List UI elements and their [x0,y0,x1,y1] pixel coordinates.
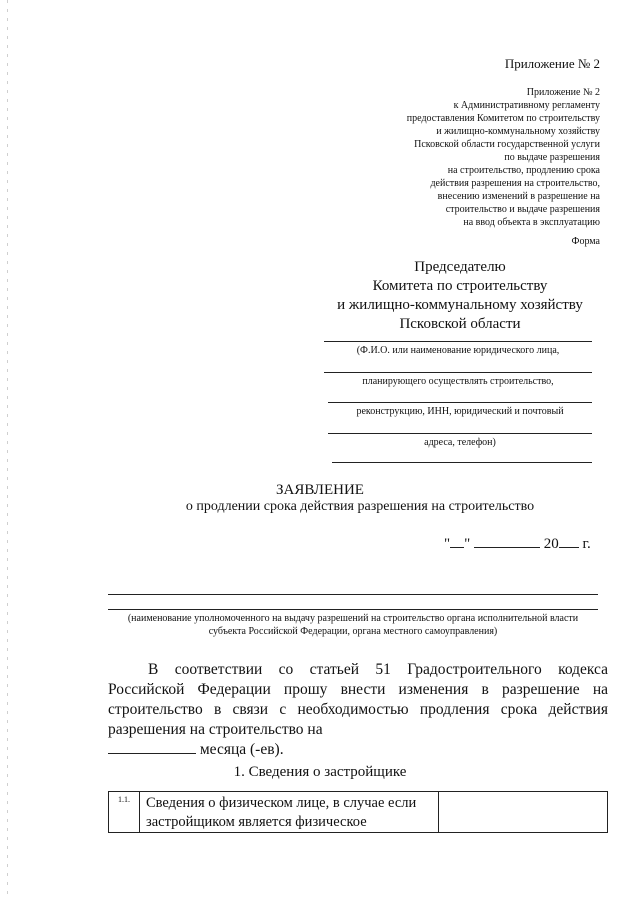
applicant-line-3[interactable] [328,402,592,403]
applicant-caption: реконструкцию, ИНН, юридический и почтовый [356,406,564,417]
appendix-header: Приложение № 2 [504,56,600,71]
table-row [109,792,608,833]
row-value-cell[interactable] [439,792,608,833]
org-line-1[interactable] [108,594,598,595]
paragraph-tail: месяца (-ев). [199,741,284,758]
document-subtitle: о продлении срока действия разрешения на строительство [185,499,535,514]
date-year-field[interactable] [559,535,579,548]
appendix-line: по выдаче разрешения [504,152,600,163]
date-quote-open: " [444,536,451,552]
document-title: ЗАЯВЛЕНИЕ [276,482,364,498]
applicant-caption: планирующего осуществлять строительство, [362,376,554,387]
developer-table [108,791,608,833]
applicant-line-5[interactable] [332,462,592,463]
applicant-line-1[interactable] [324,341,592,342]
date-year-prefix: 20 [543,536,559,552]
org-line-2[interactable] [108,609,598,610]
applicant-line-4[interactable] [328,433,592,434]
applicant-line-2[interactable] [324,372,592,373]
appendix-line: действия разрешения на строительство, [430,178,600,189]
date-day-field[interactable] [450,535,464,548]
applicant-caption: адреса, телефон) [424,437,496,448]
months-field[interactable] [108,740,196,754]
paragraph-text: В соответствии со статьей 51 Градостроительного кодекса Российской Федерации прошу внести изменения в разрешение на строительство в связи с необходимостью продления срока действия разрешения на строительство на [108,661,608,738]
appendix-line: на строительство, продлению срока [447,165,600,176]
date-month-field[interactable] [474,535,540,548]
appendix-line: Псковской области государственной услуги [414,139,600,150]
org-caption: (наименование уполномоченного на выдачу разрешений на строительство органа исполнительной власти субъекта Российской Федерации, органа местного самоуправления) [127,613,579,637]
appendix-line: строительство и выдаче разрешения [445,204,600,215]
appendix-line: предоставления Комитетом по строительству [406,113,600,124]
appendix-line: к Административному регламенту [453,100,600,111]
appendix-line: и жилищно-коммунальному хозяйству [436,126,600,137]
appendix-line: внесению изменений в разрешение на [437,191,600,202]
applicant-caption: (Ф.И.О. или наименование юридического лица, [356,345,560,356]
addressee-line: и жилищно-коммунальному хозяйству [337,297,583,313]
addressee-line: Комитета по строительству [372,278,548,294]
addressee-block [300,258,620,334]
date-line [444,535,591,553]
appendix-line: на ввод объекта в эксплуатацию [463,217,600,228]
date-year-suffix: г. [582,536,591,552]
addressee-line: Псковской области [399,316,521,332]
request-paragraph [108,660,608,760]
date-quote-close: " [464,536,471,552]
appendix-block [407,86,600,229]
form-label: Форма [571,236,600,247]
addressee-line: Председателю [414,259,506,275]
row-number: 1.1. [109,792,140,833]
appendix-line: Приложение № 2 [526,87,600,98]
row-label: Сведения о физическом лице, в случае если застройщиком является физическое [140,792,439,833]
section-title: 1. Сведения о застройщике [233,764,407,780]
